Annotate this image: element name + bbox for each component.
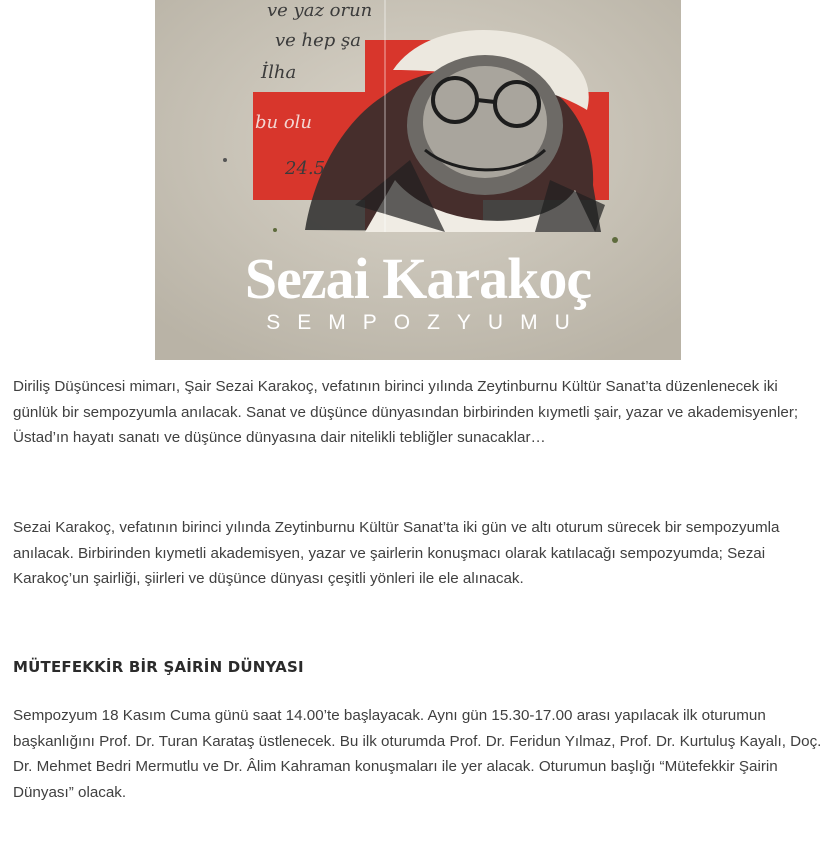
handwriting-line-5: 24.5 <box>285 158 326 179</box>
handwriting-line-2: ve hep şa <box>275 30 362 51</box>
poster-subtitle: SEMPOZYUMU <box>266 311 587 334</box>
handwriting-line-4: bu olu <box>255 112 313 133</box>
body-paragraph-3: Sempozyum 18 Kasım Cuma günü saat 14.00’te başlayacak. Aynı gün 15.30-17.00 arası yapılacak ilk oturumun başkanlığını Prof. Dr. Turan Karataş üstlenecek. Bu ilk oturumda Prof. Dr. Feridun Yılmaz, Prof. Dr. Kurtuluş Kayalı, Doç. Dr. Mehmet Bedri Mermutlu ve Dr. Âlim Kahraman konuşmaları ile yer alacak. Oturumun başlığı “Mütefekkir Şairin Dünyası” olacak. <box>13 707 822 801</box>
handwriting-line-1: ve yaz orun <box>267 0 373 21</box>
section-heading: MÜTEFEKKİR BİR ŞAİRİN DÜNYASI <box>13 658 304 676</box>
poster-title: Sezai Karakoç <box>244 246 592 311</box>
intro-paragraph: Diriliş Düşüncesi mimarı, Şair Sezai Karakoç, vefatının birinci yılında Zeytinburnu Kültür Sanat’ta düzenlenecek iki günlük bir sempozyumla anılacak. Sanat ve düşünce dünyasından birbirinden kıymetli şair, yazar ve akademisyenler; Üstad’ın hayatı sanatı ve düşünce dünyasına dair nitelikli tebliğler sunacaklar… <box>13 378 799 447</box>
body-paragraph-2: Sezai Karakoç, vefatının birinci yılında Zeytinburnu Kültür Sanat’ta iki gün ve altı oturum sürecek bir sempozyumla anılacak. Birbirinden kıymetli akademisyen, yazar ve şairlerin konuşmacı olarak katılacağı sempozyumda; Sezai Karakoç’un şairliği, şiirleri ve düşünce dünyası çeşitli yönleri ile ele alınacak. <box>13 519 780 588</box>
event-poster-image <box>155 0 681 360</box>
handwriting-line-3: İlha <box>261 62 297 83</box>
